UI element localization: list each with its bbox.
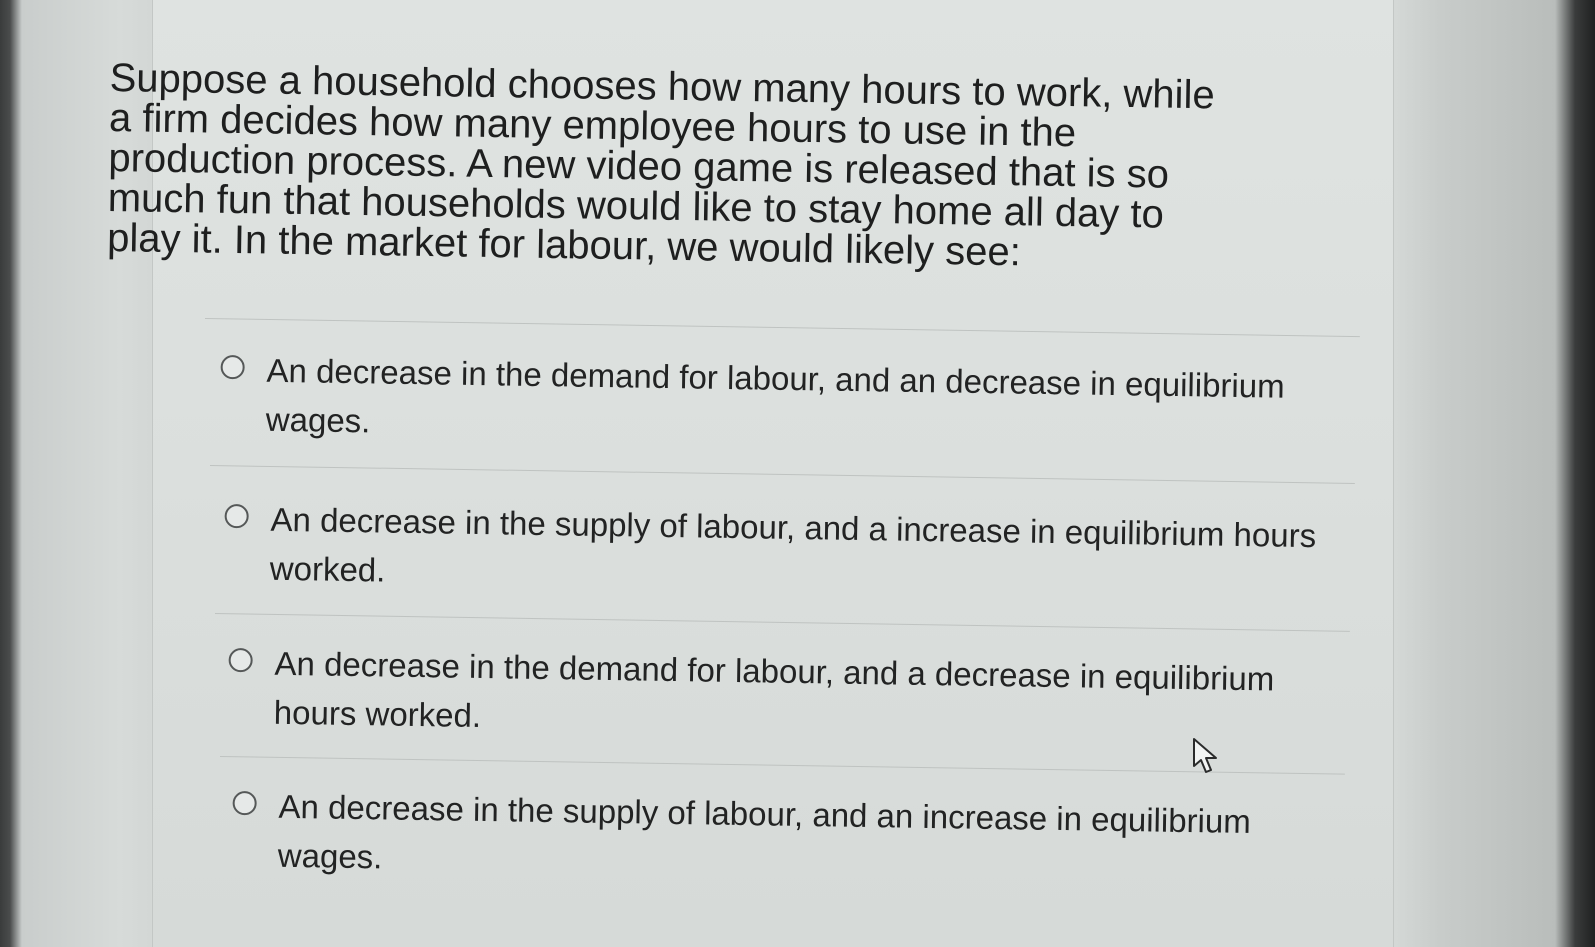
radio-unselected-icon[interactable] [228,648,252,672]
radio-unselected-icon[interactable] [220,355,244,379]
choice-option-1[interactable] [219,345,1346,461]
radio-unselected-icon[interactable] [224,504,248,528]
choice-label: An decrease in the demand for labour, and a decrease in equilibrium hours worked. [273,644,1275,734]
choice-label: An decrease in the supply of labour, and a increase in equilibrium hours worked. [269,500,1317,589]
choice-option-4[interactable] [231,781,1358,897]
choice-label: An decrease in the supply of labour, and an increase in equilibrium wages. [277,787,1252,876]
choice-option-2[interactable] [223,494,1350,610]
radio-unselected-icon[interactable] [232,791,256,815]
question-text: Suppose a household chooses how many hours to work, while a firm decides how many employee hours to use in the production process. A new video game is released that is so much fun that households would like to stay home all day to play it. In the market for labour, we would likely see: [106,56,1216,275]
mouse-pointer-icon [1190,736,1224,778]
choice-label: An decrease in the demand for labour, and an decrease in equilibrium wages. [265,351,1285,440]
choice-option-3[interactable] [227,638,1354,754]
